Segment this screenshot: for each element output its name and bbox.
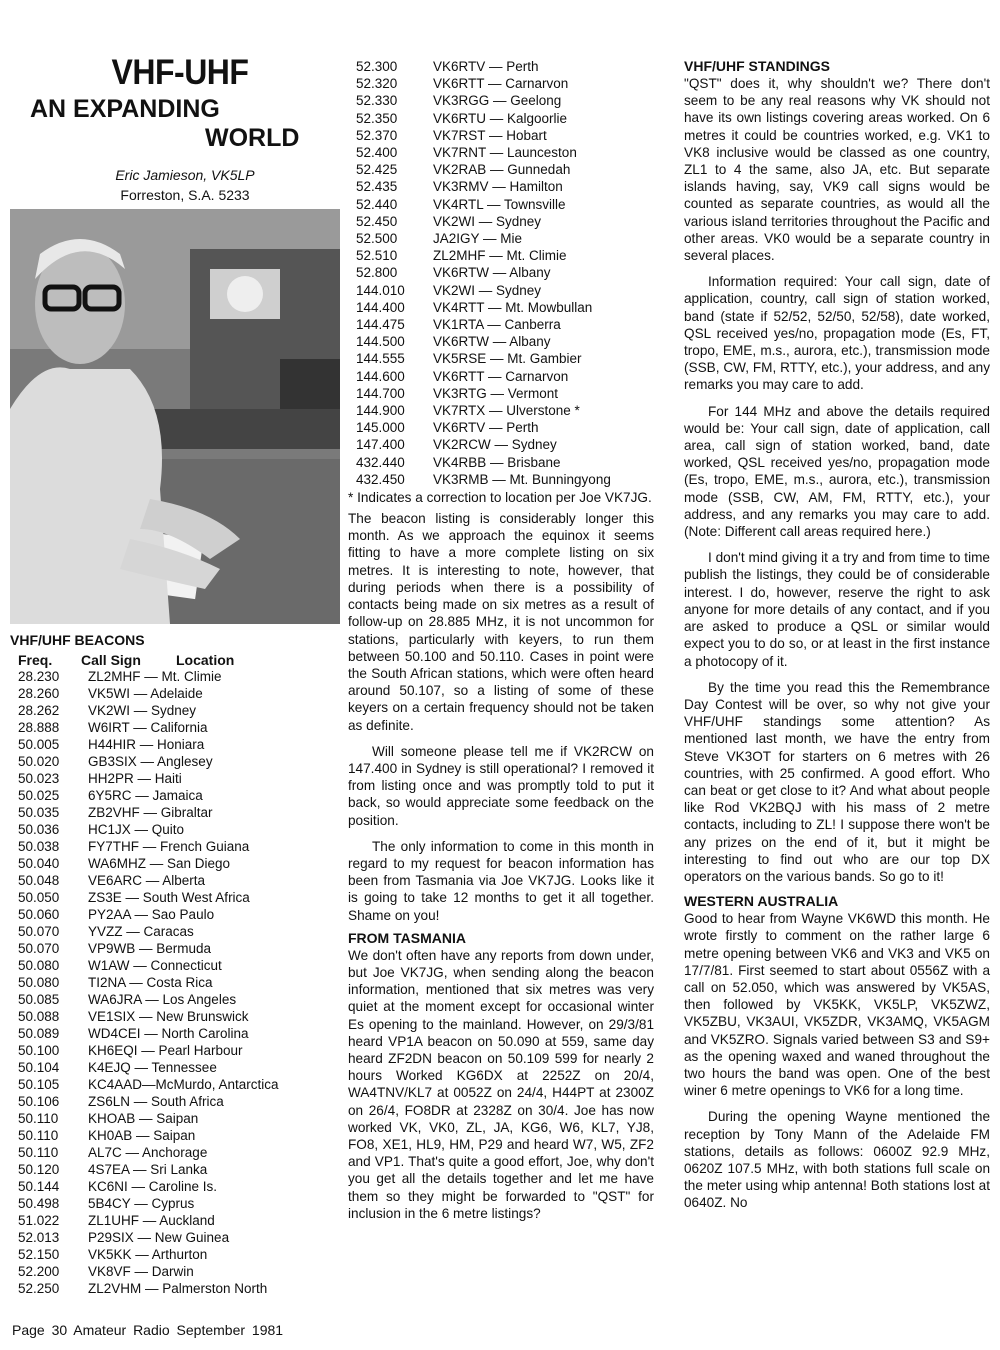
beacon-frequency: 50.088 xyxy=(18,1009,60,1024)
beacon-station: VK7RST — Hobart xyxy=(433,127,547,143)
tasmania-paragraph: We don't often have any reports from down under, but Joe VK7JG, when sending along the beacon information, mentioned that six metres was very quiet at the moment except for occasional winter Es opening to the mainland. However, on 29/3/81 heard VP1A beacon on 50.090 at 559, same day heard ZF2DN beacon on 50.109 599 for nearly 2 hours Worked KG6DX at 2252Z on 20/4, WA4TNV/KL7 at 0052Z on 24/4, H44PT at 2300Z on 26/4, FO8DR at 2328Z on 30/4. Joe has now worked VK, VK0, ZL, JA, KG6, W6, KL7, YJ8, FO8, XE1, HL9, HM, P29 and heard W7, W5, ZF2 and VP1. That's quite a good effort, Joe, why don't you get all the details together and let me have them so they might be forwarded to "QST" for inclusion in the 6 metre listings? xyxy=(348,947,654,1221)
beacon-station: ZS3E — South West Africa xyxy=(88,890,250,905)
beacon-station: KHOAB — Saipan xyxy=(88,1111,199,1126)
beacon-frequency: 144.400 xyxy=(356,299,405,315)
beacon-station: FY7THF — French Guiana xyxy=(88,839,250,854)
beacon-frequency: 28.888 xyxy=(18,720,60,735)
beacon-row xyxy=(10,753,340,770)
beacon-station: KC6NI — Caroline Is. xyxy=(88,1179,218,1194)
beacon-station: VK6RTV — Perth xyxy=(433,420,539,436)
beacon-row xyxy=(10,821,340,838)
beacon-frequency: 52.450 xyxy=(356,213,398,229)
beacon-frequency: 50.089 xyxy=(18,1026,60,1041)
beacon-frequency: 50.110 xyxy=(18,1145,59,1160)
beacon-frequency: 144.700 xyxy=(356,385,405,401)
beacon-frequency: 50.106 xyxy=(18,1094,60,1109)
beacon-frequency: 50.025 xyxy=(18,788,60,803)
beacon-frequency: 50.070 xyxy=(18,941,60,956)
beacon-frequency: 432.440 xyxy=(356,454,405,470)
beacon-row xyxy=(348,471,654,488)
beacon-station: VK6RTV — Perth xyxy=(433,59,539,74)
beacon-frequency: 28.230 xyxy=(18,669,60,684)
beacon-frequency: 50.104 xyxy=(18,1060,60,1075)
beacon-station: GB3SIX — Anglesey xyxy=(88,754,213,769)
beacon-row xyxy=(10,855,340,872)
beacon-row xyxy=(10,1059,340,1076)
beacon-row xyxy=(10,1144,340,1161)
beacon-frequency: 52.200 xyxy=(18,1264,60,1279)
beacon-row xyxy=(10,736,340,753)
beacon-frequency: 52.250 xyxy=(18,1281,60,1296)
beacon-row xyxy=(10,1229,340,1246)
beacon-station: VK2WI — Sydney xyxy=(433,213,542,229)
beacon-frequency: 52.510 xyxy=(356,248,398,264)
beacon-row xyxy=(348,350,654,367)
beacon-station: VK2RAB — Gunnedah xyxy=(433,162,571,178)
beacon-frequency: 144.010 xyxy=(356,282,405,298)
beacon-frequency: 50.080 xyxy=(18,958,60,973)
beacon-row xyxy=(348,368,654,385)
beacon-station: 6Y5RC — Jamaica xyxy=(88,788,203,803)
beacons-heading: VHF/UHF BEACONS xyxy=(10,632,145,648)
beacon-row xyxy=(10,1093,340,1110)
beacon-station: VK6RTU — Kalgoorlie xyxy=(433,110,568,126)
left-column xyxy=(10,52,340,1297)
beacon-frequency: 50.050 xyxy=(18,890,60,905)
standings-paragraph-2: Information required: Your call sign, date of application, country, call sign of station worked, band (state if 52/52, 52/50, 52/58), date worked, QSL received yes/no, propagation mode (Es, FT, tropo, EME, m.s., aurora, etc.), transmission mode (SSB, CW, FM, RTTY, etc.), your address, and any remarks you may care to add. xyxy=(684,274,990,393)
beacon-frequency: 52.440 xyxy=(356,196,398,212)
beacon-frequency: 52.013 xyxy=(18,1230,60,1245)
beacon-station: VK4RBB — Brisbane xyxy=(433,454,561,470)
beacon-station: KC4AAD—McMurdo, Antarctica xyxy=(88,1077,279,1092)
beacon-row xyxy=(348,385,654,402)
beacon-station: YVZZ — Caracas xyxy=(88,924,194,939)
beacon-row xyxy=(10,787,340,804)
beacon-station: VK3RMB — Mt. Bunningyong xyxy=(433,471,611,487)
beacon-frequency: 50.048 xyxy=(18,873,60,888)
middle-column xyxy=(348,58,654,1222)
beacon-frequency: 52.150 xyxy=(18,1247,60,1262)
beacon-frequency: 52.800 xyxy=(356,265,398,281)
beacon-paragraph-1: The beacon listing is considerably longer this month. As we approach the equinox it seems fitting to have a more complete listing on six metres. It is interesting to note, however, that during periods when there is a possibility of contacts being made on six metres as a result of follow-up on 28.885 MHz, it is not uncommon for stations, particularly with keyers, to run them between 50.100 and 50.110. Cases in point were the South African stations, which were often heard around 50.107, so a listing of some of these keyers on a certain frequency should not be taken as definite. xyxy=(348,511,654,733)
beacon-station: ZL2MHF — Mt. Climie xyxy=(88,669,222,684)
beacon-row xyxy=(10,889,340,906)
beacon-frequency: 50.040 xyxy=(18,856,60,871)
beacon-row xyxy=(10,1025,340,1042)
beacon-row xyxy=(10,872,340,889)
standings-paragraph-3: For 144 MHz and above the details required would be: Your call sign, date of application, call area, call sign of station worked, band, date worked, QSL received yes/no, propagation mode (Es, tropo, EME, m.s., aurora, etc.), transmission mode (SSB, CW, AM, FM, RTTY, etc.), your address, and any remarks you may care to add. (Note: Different call areas required here.) xyxy=(684,403,990,540)
beacon-frequency: 144.900 xyxy=(356,403,405,419)
beacon-station: VK6RTT — Carnarvon xyxy=(433,76,569,92)
beacon-station: VK5WI — Adelaide xyxy=(88,686,203,701)
article-title-line1: VHF-UHF xyxy=(111,52,249,92)
beacon-row xyxy=(10,685,340,702)
beacon-row xyxy=(348,92,654,109)
beacon-row xyxy=(10,974,340,991)
beacon-row xyxy=(348,196,654,213)
western-paragraph-2: During the opening Wayne mentioned the reception by Tony Mann of the Adelaide FM stations, details as follows: 0600Z 92.9 MHz, 0620Z 107.5 MHz, with both stations full scale on the meter using whip antenna! Both stations lost at 0640Z. No xyxy=(684,1109,990,1211)
beacon-station: VK8VF — Darwin xyxy=(88,1264,194,1279)
beacon-row xyxy=(348,299,654,316)
beacon-row xyxy=(348,247,654,264)
beacon-frequency: 52.370 xyxy=(356,127,398,143)
beacon-frequency: 52.330 xyxy=(356,93,398,109)
beacon-row xyxy=(10,923,340,940)
beacon-frequency: 52.300 xyxy=(356,59,398,74)
beacon-frequency: 50.005 xyxy=(18,737,60,752)
photo-illustration xyxy=(10,209,340,624)
right-column xyxy=(684,58,990,1212)
beacon-station: VK7RNT — Launceston xyxy=(433,145,577,161)
beacon-station: P29SIX — New Guinea xyxy=(88,1230,230,1245)
beacon-frequency: 145.000 xyxy=(356,420,405,436)
beacon-frequency: 144.555 xyxy=(356,351,405,367)
beacon-row xyxy=(10,1280,340,1297)
beacon-frequency: 147.400 xyxy=(356,437,405,453)
beacon-station: JA2IGY — Mie xyxy=(433,231,523,247)
beacon-station: HH2PR — Haiti xyxy=(88,771,182,786)
col-freq-header: Freq. xyxy=(18,652,53,668)
correction-note: * Indicates a correction to location per Joe VK7JG. xyxy=(348,490,652,506)
beacon-station: VK3RTG — Vermont xyxy=(433,385,559,401)
beacon-frequency: 50.060 xyxy=(18,907,60,922)
beacon-frequency: 50.085 xyxy=(18,992,60,1007)
beacon-station: ZL1UHF — Auckland xyxy=(88,1213,215,1228)
article-title-line3: WORLD xyxy=(205,124,300,152)
tasmania-heading: FROM TASMANIA xyxy=(348,929,466,946)
beacon-row xyxy=(10,1110,340,1127)
beacon-station: VE6ARC — Alberta xyxy=(88,873,206,888)
beacon-row xyxy=(10,957,340,974)
beacon-station: VK6RTT — Carnarvon xyxy=(433,368,569,384)
beacon-row xyxy=(10,804,340,821)
beacon-row xyxy=(348,333,654,350)
beacon-row xyxy=(10,1076,340,1093)
beacon-station: VK2RCW — Sydney xyxy=(433,437,557,453)
beacon-station: H44HIR — Honiara xyxy=(88,737,205,752)
beacon-row xyxy=(10,1212,340,1229)
beacon-row xyxy=(10,991,340,1008)
beacon-row xyxy=(348,402,654,419)
beacon-frequency: 51.022 xyxy=(18,1213,60,1228)
col-location-header: Location xyxy=(176,652,235,668)
beacon-station: W6IRT — California xyxy=(88,720,208,735)
beacon-list-1 xyxy=(10,668,340,1297)
author-photo xyxy=(10,209,340,624)
beacon-frequency: 28.260 xyxy=(18,686,60,701)
beacon-frequency: 432.450 xyxy=(356,471,405,487)
beacon-frequency: 50.100 xyxy=(18,1043,60,1058)
beacon-station: KH6EQI — Pearl Harbour xyxy=(88,1043,243,1058)
beacon-frequency: 144.600 xyxy=(356,368,405,384)
beacon-frequency: 50.023 xyxy=(18,771,60,786)
beacon-list-2 xyxy=(348,58,654,488)
standings-paragraph-4: I don't mind giving it a try and from time to time publish the listings, they could be of considerable interest. I do, however, reserve the right to ask anyone for more details of any contact, and if you are asked to produce a QSL or similar would expect you to do so, or at least in the first instance a photocopy of it. xyxy=(684,550,990,669)
beacon-frequency: 50.035 xyxy=(18,805,60,820)
beacon-station: 4S7EA — Sri Lanka xyxy=(88,1162,208,1177)
beacon-row xyxy=(10,1246,340,1263)
western-heading: WESTERN AUSTRALIA xyxy=(684,893,839,910)
beacon-row xyxy=(348,110,654,127)
beacon-paragraph-3: The only information to come in this month in regard to my request for beacon information has been from Tasmania via Joe VK7JG. Looks like it is going to take 12 months to get it all together. Shame on you! xyxy=(348,838,654,923)
article-title-line2: AN EXPANDING xyxy=(30,95,220,123)
standings-paragraph-1: "QST" does it, why shouldn't we? There don't seem to be any real reasons why VK should not have its own listings covering areas worked. On 6 metres it could be countries worked, e.g. VK1 to VK8 inclusive would be classed as one country, ZL1 to 4 the same, also JA, etc. But separate islands having, say, VK9 call signs would be counted as separate countries, as would all the various island territories throughout the Pacific and other areas. VK0 would be a separate country in several places. xyxy=(684,76,990,264)
beacon-station: VK3RMV — Hamilton xyxy=(433,179,563,195)
beacon-row xyxy=(348,454,654,471)
beacon-row xyxy=(348,75,654,92)
beacon-frequency: 52.425 xyxy=(356,162,398,178)
author-address: Forreston, S.A. 5233 xyxy=(120,187,250,203)
beacon-station: 5B4CY — Cyprus xyxy=(88,1196,195,1211)
beacon-paragraph-2: Will someone please tell me if VK2RCW on 147.400 in Sydney is still operational? I removed it from listing once and was promptly told to put it back, so would appreciate some feedback on the position. xyxy=(348,743,654,828)
beacon-row xyxy=(348,419,654,436)
beacon-frequency: 50.038 xyxy=(18,839,60,854)
beacon-station: VK7RTX — Ulverstone * xyxy=(433,403,580,419)
beacon-frequency: 52.350 xyxy=(356,110,398,126)
beacon-station: VK4RTT — Mt. Mowbullan xyxy=(433,299,593,315)
beacon-frequency: 50.144 xyxy=(18,1179,60,1194)
beacon-row xyxy=(348,178,654,195)
beacon-row xyxy=(10,1178,340,1195)
beacon-station: VK6RTW — Albany xyxy=(433,334,551,350)
beacon-frequency: 50.120 xyxy=(18,1162,60,1177)
beacon-frequency: 50.080 xyxy=(18,975,60,990)
page-footer: Page 30 Amateur Radio September 1981 xyxy=(12,1322,284,1338)
beacon-row xyxy=(348,436,654,453)
col-call-header: Call Sign xyxy=(81,652,141,668)
beacon-station: W1AW — Connecticut xyxy=(88,958,222,973)
beacon-row xyxy=(10,1042,340,1059)
beacon-row xyxy=(10,1161,340,1178)
standings-heading: VHF/UHF STANDINGS xyxy=(684,58,830,74)
author-name: Eric Jamieson, VK5LP xyxy=(115,167,255,183)
beacon-station: HC1JX — Quito xyxy=(88,822,185,837)
beacon-row xyxy=(10,668,340,685)
beacon-frequency: 50.036 xyxy=(18,822,60,837)
beacon-station: VK2WI — Sydney xyxy=(433,282,542,298)
beacon-station: VK1RTA — Canberra xyxy=(433,317,561,333)
beacon-station: AL7C — Anchorage xyxy=(88,1145,208,1160)
beacon-row xyxy=(10,940,340,957)
beacon-row xyxy=(10,1008,340,1025)
beacon-row xyxy=(10,1195,340,1212)
beacon-frequency: 50.110 xyxy=(18,1111,59,1126)
beacon-frequency: 50.020 xyxy=(18,754,60,769)
beacon-station: VK5RSE — Mt. Gambier xyxy=(433,351,582,367)
beacon-row xyxy=(10,1263,340,1280)
beacon-frequency: 52.435 xyxy=(356,179,398,195)
beacon-frequency: 144.500 xyxy=(356,334,405,350)
beacon-station: WA6MHZ — San Diego xyxy=(88,856,231,871)
beacon-row xyxy=(10,906,340,923)
beacon-row xyxy=(348,127,654,144)
beacon-station: WD4CEI — North Carolina xyxy=(88,1026,249,1041)
beacon-row xyxy=(348,144,654,161)
beacon-row xyxy=(10,770,340,787)
beacon-row xyxy=(348,316,654,333)
beacon-frequency: 50.105 xyxy=(18,1077,60,1092)
beacon-station: VK5KK — Arthurton xyxy=(88,1247,208,1262)
beacon-frequency: 28.262 xyxy=(18,703,60,718)
beacon-station: ZL2VHM — Palmerston North xyxy=(88,1281,268,1296)
beacon-frequency: 144.475 xyxy=(356,317,405,333)
beacon-frequency: 52.500 xyxy=(356,231,398,247)
beacon-station: VP9WB — Bermuda xyxy=(88,941,212,956)
beacon-row xyxy=(10,1127,340,1144)
beacon-row xyxy=(348,58,654,75)
beacon-station: TI2NA — Costa Rica xyxy=(88,975,213,990)
beacon-row xyxy=(348,282,654,299)
beacon-frequency: 50.498 xyxy=(18,1196,60,1211)
beacon-row xyxy=(10,719,340,736)
beacon-row xyxy=(10,702,340,719)
beacon-frequency: 50.070 xyxy=(18,924,60,939)
beacon-frequency: 50.110 xyxy=(18,1128,59,1143)
beacon-row xyxy=(348,213,654,230)
beacon-station: PY2AA — Sao Paulo xyxy=(88,907,215,922)
beacon-frequency: 52.320 xyxy=(356,76,398,92)
beacon-station: K4EJQ — Tennessee xyxy=(88,1060,217,1075)
beacon-station: VK2WI — Sydney xyxy=(88,703,197,718)
western-paragraph-1: Good to hear from Wayne VK6WD this month. He wrote firstly to comment on the rather large 6 metre opening between VK6 and VK3 and VK5 on 17/7/81. First seemed to start about 0556Z with a call on 52.050, which was answered by VK5AS, then followed by VK5KK, VK5LP, VK5ZWZ, VK5ZBU, VK3AUI, VK5ZDR, VK3AMQ, VK5AGM and VK5ZRO. Signals varied between S3 and S9+ as the opening waxed and waned throughout the two hours the band was open. One of the best winer 6 metre openings to VK6 for a long time. xyxy=(684,911,990,1099)
beacon-frequency: 52.400 xyxy=(356,145,398,161)
beacon-row xyxy=(348,264,654,281)
standings-paragraph-5: By the time you read this the Remembrance Day Contest will be over, so why not give your VHF/UHF standings some attention? As mentioned last month, we have the entry from Steve VK3OT for starters on 6 metres with 26 countries, with 25 confirmed. A good effort. Who can beat or get close to it? And what about people like Rod VK2BQJ with his mass of 2 metre contacts, including to ZL! I suppose there won't be any prizes on the end of it, but it might be interesting to find out who are our top DX operators on the various bands. So go to it! xyxy=(684,679,990,884)
beacon-station: VE1SIX — New Brunswick xyxy=(88,1009,249,1024)
beacon-station: ZL2MHF — Mt. Climie xyxy=(433,248,567,264)
beacon-row xyxy=(348,230,654,247)
beacon-station: VK6RTW — Albany xyxy=(433,265,551,281)
beacon-row xyxy=(348,161,654,178)
beacon-row xyxy=(10,838,340,855)
beacon-station: KH0AB — Saipan xyxy=(88,1128,196,1143)
beacon-station: WA6JRA — Los Angeles xyxy=(88,992,237,1007)
beacon-station: VK3RGG — Geelong xyxy=(433,93,562,109)
beacons-header-row xyxy=(10,652,340,668)
beacon-station: ZB2VHF — Gibraltar xyxy=(88,805,213,820)
beacon-station: VK4RTL — Townsville xyxy=(433,196,566,212)
beacon-station: ZS6LN — South Africa xyxy=(88,1094,224,1109)
